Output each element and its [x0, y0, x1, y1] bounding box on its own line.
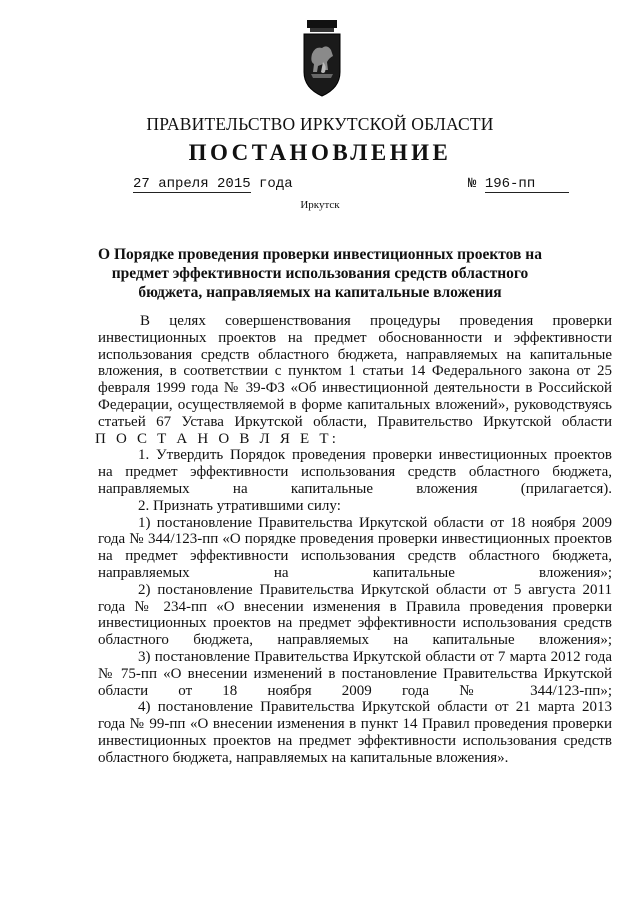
resolves-heading: П О С Т А Н О В Л Я Е Т: [95, 430, 340, 447]
number-prefix: № [468, 176, 485, 192]
number-value: 196-пп [484, 176, 536, 192]
subitem-1: 1) постановление Правительства Иркутской области от 18 ноября 2009 года № 344/123-пп «О порядке проведения проверки инвестиционных проектов на предмет эффективности использования средств областного бюджета, направляемых на капитальные вложения»; [98, 514, 612, 581]
document-date [133, 176, 293, 192]
subitem-4: 4) постановление Правительства Иркутской области от 21 марта 2013 года № 99-пп «О внесении изменения в пункт 14 Правил проведения проверки инвестиционных проектов на предмет эффективности использования средств областного бюджета, направляемых на капитальные вложения». [98, 699, 612, 766]
date-value: 27 апреля 2015 [133, 176, 251, 192]
preamble-paragraph: В целях совершенствования процедуры проведения проверки инвестиционных проектов на предмет обоснованности и эффективности использования средств областного бюджета, направляемых на капитальные вложения, в соответствии с пунктом 1 статьи 14 Федерального закона от 25 февраля 1999 года № 39-ФЗ «Об инвестиционной деятельности в Российской Федерации, осуществляемой в форме капитальных вложений», руководствуясь статьей 67 Устава Иркутской области, Правительство Иркутской области [98, 313, 612, 430]
date-suffix: года [250, 176, 293, 192]
government-name: ПРАВИТЕЛЬСТВО ИРКУТСКОЙ ОБЛАСТИ [146, 114, 494, 134]
item-1: 1. Утвердить Порядок проведения проверки инвестиционных проектов на предмет эффективности использования средств областного бюджета, направляемых на капитальные вложения (прилагается). [98, 447, 612, 497]
document-title: О Порядке проведения проверки инвестиционных проектов на предмет эффективности использования средств областного бюджета, направляемых на капитальные вложения [98, 246, 542, 301]
item-2: 2. Признать утратившими силу: [138, 497, 341, 514]
document-number [468, 176, 569, 192]
subitem-3: 3) постановление Правительства Иркутской области от 7 марта 2012 года № 75-пп «О внесении изменений в постановление Правительства Иркутской области от 18 ноября 2009 года № 344/123-пп»; [98, 648, 612, 699]
subitem-2: 2) постановление Правительства Иркутской области от 5 августа 2011 года № 234-пп «О внесении изменения в Правила проведения проверки инвестиционных проектов на предмет эффективности использования средств областного бюджета, направляемых на капитальные вложения»; [98, 581, 612, 649]
coat-of-arms-emblem [301, 16, 343, 98]
document-type: ПОСТАНОВЛЕНИЕ [188, 140, 452, 165]
document-body [95, 313, 612, 767]
city-name: Иркутск [300, 199, 340, 211]
